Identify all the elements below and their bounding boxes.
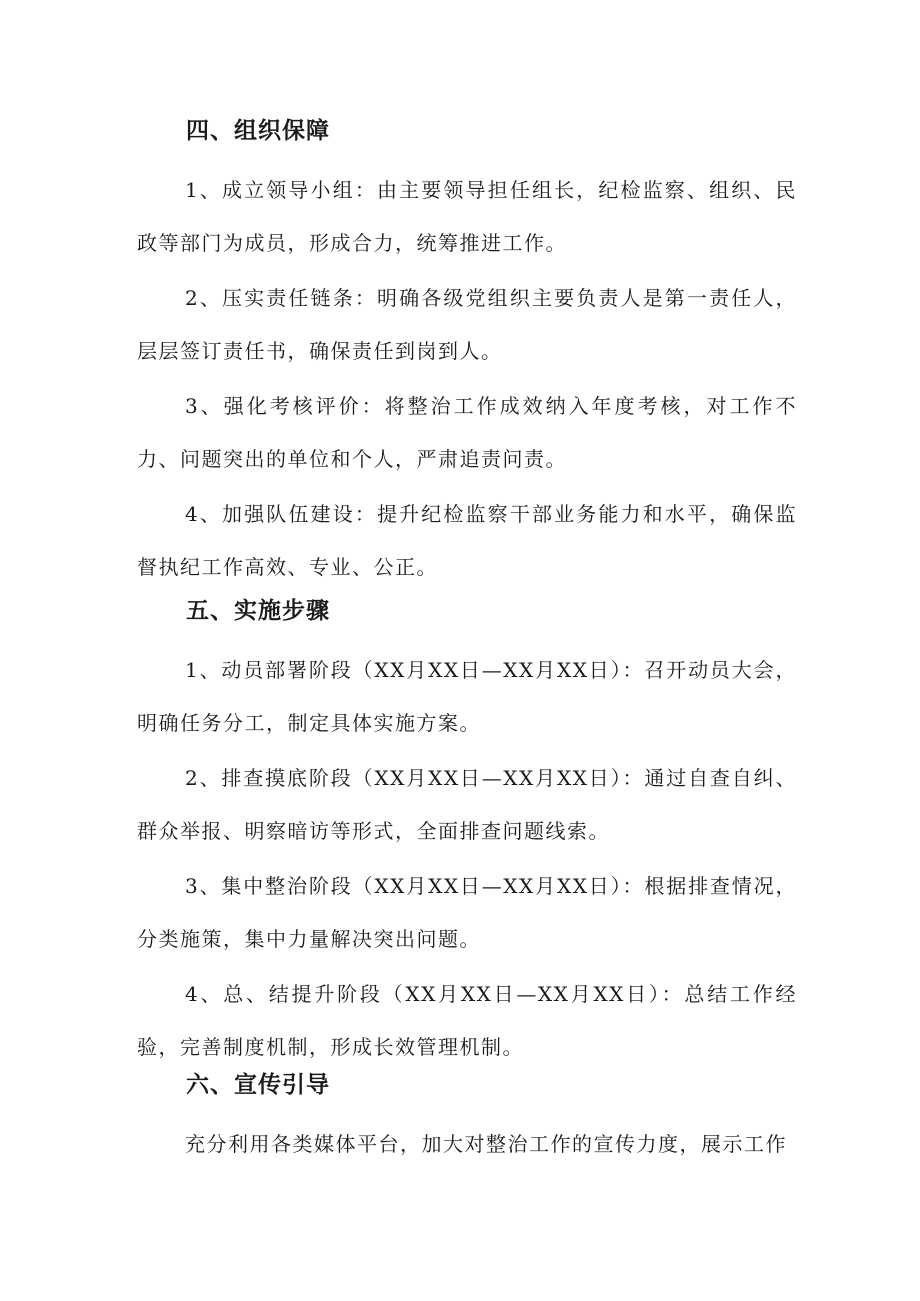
paragraph-leadership-group: 1、成立领导小组：由主要领导担任组长，纪检监察、组织、民政等部门为成员，形成合力，统筹推进工作。 [137,178,797,255]
section-heading-organization: 四、组织保障 [186,118,330,144]
paragraph-media-publicity: 充分利用各类媒体平台，加大对整治工作的宣传力度，展示工作 [185,1132,787,1156]
section-heading-implementation: 五、实施步骤 [186,598,330,624]
section-heading-publicity: 六、宣传引导 [186,1072,330,1098]
paragraph-team-building: 4、加强队伍建设：提升纪检监察干部业务能力和水平，确保监督执纪工作高效、专业、公正。 [137,502,797,579]
paragraph-rectification-stage: 3、集中整治阶段（XX月XX日—XX月XX日）：根据排查情况，分类施策，集中力量解决突出问题。 [137,874,797,951]
paragraph-mobilization-stage: 1、动员部署阶段（XX月XX日—XX月XX日）：召开动员大会，明确任务分工，制定具体实施方案。 [137,658,797,735]
paragraph-summary-stage: 4、总、结提升阶段（XX月XX日—XX月XX日）：总结工作经验，完善制度机制，形成长效管理机制。 [137,982,797,1059]
paragraph-assessment: 3、强化考核评价：将整治工作成效纳入年度考核，对工作不力、问题突出的单位和个人，严肃追责问责。 [137,394,797,471]
paragraph-responsibility-chain: 2、压实责任链条：明确各级党组织主要负责人是第一责任人，层层签订责任书，确保责任到岗到人。 [137,286,797,363]
paragraph-investigation-stage: 2、排查摸底阶段（XX月XX日—XX月XX日）：通过自查自纠、群众举报、明察暗访等形式，全面排查问题线索。 [137,766,797,843]
